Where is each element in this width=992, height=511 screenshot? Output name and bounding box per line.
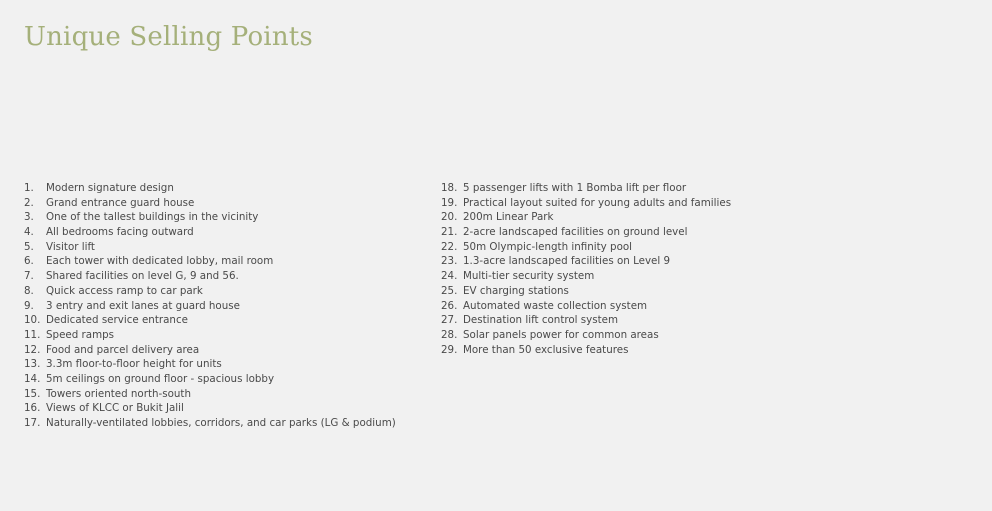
item-text: Speed ramps	[46, 328, 115, 341]
item-number: 6.	[24, 255, 34, 268]
item-number: 25.	[441, 284, 458, 297]
item-number: 27.	[441, 314, 458, 327]
item-number: 29.	[441, 343, 458, 356]
item-number: 10.	[24, 314, 41, 327]
item-text: Grand entrance guard house	[46, 196, 195, 209]
item-number: 11.	[24, 328, 41, 341]
item-text: EV charging stations	[463, 284, 569, 297]
item-text: Shared facilities on level G, 9 and 56.	[46, 270, 239, 283]
item-number: 1.	[24, 182, 34, 194]
item-text: 50m Olympic-length infinity pool	[463, 240, 633, 253]
item-number: 20.	[441, 211, 458, 224]
item-text: Dedicated service entrance	[46, 314, 188, 327]
item-number: 13.	[24, 358, 41, 371]
item-number: 5.	[24, 240, 34, 253]
item-number: 19.	[441, 196, 458, 209]
item-text: Each tower with dedicated lobby, mail room	[46, 255, 274, 268]
item-number: 22.	[441, 240, 458, 253]
item-text: Automated waste collection system	[463, 299, 648, 312]
item-text: 5 passenger lifts with 1 Bomba lift per floor	[463, 182, 687, 194]
item-text: 3 entry and exit lanes at guard house	[46, 299, 240, 312]
item-text: Solar panels power for common areas	[463, 328, 659, 341]
item-text: Naturally-ventilated lobbies, corridors, and car parks (LG & podium)	[46, 417, 396, 429]
item-text: One of the tallest buildings in the vicinity	[46, 211, 259, 224]
item-number: 8.	[24, 284, 34, 297]
item-text: Visitor lift	[46, 240, 95, 253]
item-number: 7.	[24, 270, 34, 283]
item-number: 2.	[24, 196, 34, 209]
item-number: 21.	[441, 226, 458, 239]
item-text: Views of KLCC or Bukit Jalil	[46, 402, 184, 415]
item-text: 3.3m floor-to-floor height for units	[46, 358, 222, 371]
item-number: 17.	[24, 417, 41, 429]
item-text: 5m ceilings on ground floor - spacious lobby	[46, 372, 275, 385]
item-text: All bedrooms facing outward	[46, 226, 194, 239]
item-text: Towers oriented north-south	[46, 387, 191, 400]
item-number: 4.	[24, 226, 34, 239]
item-text: Quick access ramp to car park	[46, 284, 203, 297]
item-text: 1.3-acre landscaped facilities on Level 9	[463, 255, 671, 268]
page-title: Unique Selling Points	[24, 22, 313, 52]
item-number: 3.	[24, 211, 34, 224]
item-text: More than 50 exclusive features	[463, 343, 629, 356]
item-number: 23.	[441, 255, 458, 268]
item-text: Food and parcel delivery area	[46, 343, 200, 356]
item-text: 2-acre landscaped facilities on ground level	[463, 226, 688, 239]
item-number: 15.	[24, 387, 41, 400]
item-number: 16.	[24, 402, 41, 415]
item-number: 26.	[441, 299, 458, 312]
item-number: 18.	[441, 182, 458, 194]
item-text: Destination lift control system	[463, 314, 619, 327]
item-text: Modern signature design	[46, 182, 174, 194]
item-text: Multi-tier security system	[463, 270, 595, 283]
item-number: 24.	[441, 270, 458, 283]
item-number: 9.	[24, 299, 34, 312]
item-number: 12.	[24, 343, 41, 356]
item-number: 28.	[441, 328, 458, 341]
item-text: 200m Linear Park	[463, 211, 554, 224]
item-number: 14.	[24, 372, 41, 385]
item-text: Practical layout suited for young adults and families	[463, 196, 732, 209]
